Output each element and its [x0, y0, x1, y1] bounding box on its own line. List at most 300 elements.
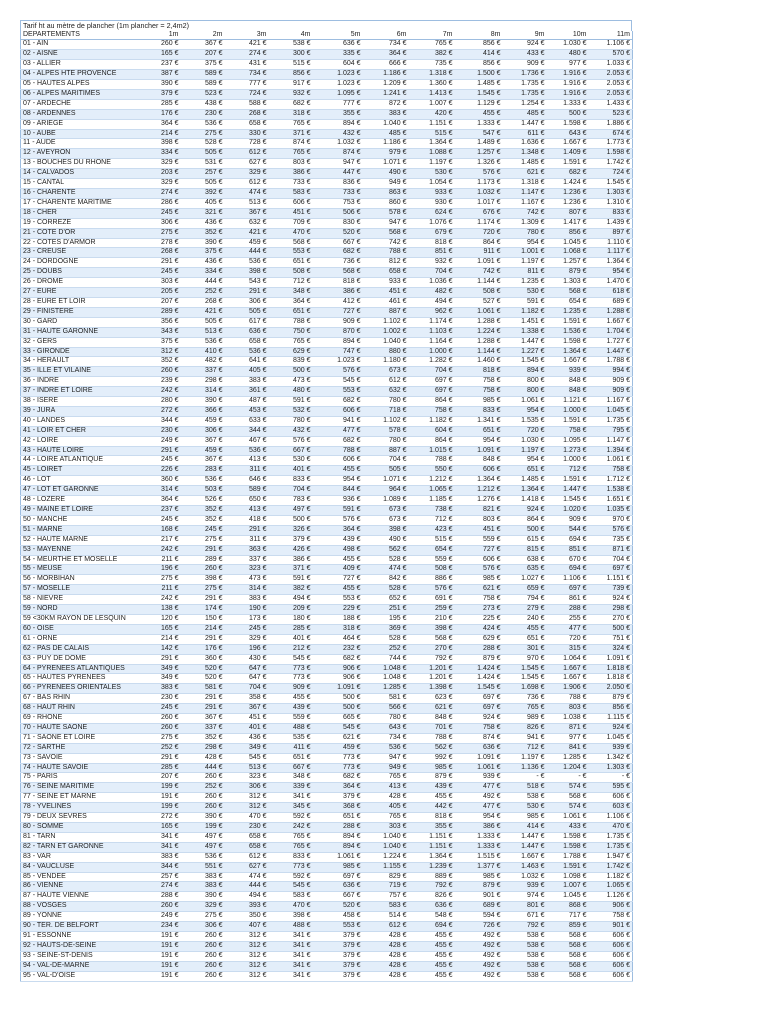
price-cell: 528 €: [363, 634, 409, 644]
price-cell: - €: [547, 773, 589, 783]
price-cell: 286 €: [141, 198, 181, 208]
price-cell: 1.045 €: [589, 406, 633, 416]
price-cell: 1.916 €: [547, 80, 589, 90]
price-cell: 611 €: [503, 129, 547, 139]
price-cell: 505 €: [181, 317, 225, 327]
price-cell: 650 €: [225, 496, 269, 506]
price-cell: 207 €: [141, 773, 181, 783]
price-cell: 500 €: [547, 109, 589, 119]
price-cell: 720 €: [503, 426, 547, 436]
price-cell: 1.000 €: [547, 456, 589, 466]
price-cell: 1.394 €: [589, 446, 633, 456]
price-cell: 947 €: [363, 218, 409, 228]
table-row: [21, 307, 633, 317]
price-cell: 954 €: [455, 436, 503, 446]
price-cell: 459 €: [313, 743, 363, 753]
table-row: [21, 565, 633, 575]
price-cell: 548 €: [409, 912, 455, 922]
price-cell: 870 €: [313, 327, 363, 337]
price-cell: 886 €: [409, 575, 455, 585]
price-cell: 535 €: [269, 733, 313, 743]
price-cell: 291 €: [225, 288, 269, 298]
table-row: [21, 743, 633, 753]
price-cell: 606 €: [589, 941, 633, 951]
price-cell: 1.201 €: [409, 664, 455, 674]
price-cell: 1.002 €: [363, 327, 409, 337]
price-cell: 909 €: [589, 387, 633, 397]
price-cell: 1.201 €: [409, 674, 455, 684]
price-cell: 651 €: [455, 426, 503, 436]
header-col-4m: 4m: [269, 31, 313, 40]
price-cell: 701 €: [409, 723, 455, 733]
price-cell: 252 €: [181, 783, 225, 793]
department-name: 41 - LOIR ET CHER: [21, 426, 141, 436]
price-cell: 455 €: [409, 793, 455, 803]
price-cell: 492 €: [455, 961, 503, 971]
price-cell: 414 €: [455, 50, 503, 60]
price-cell: 314 €: [181, 387, 225, 397]
price-cell: 939 €: [589, 743, 633, 753]
price-cell: 285 €: [141, 99, 181, 109]
price-cell: 1.007 €: [409, 99, 455, 109]
price-cell: 1.129 €: [455, 99, 503, 109]
price-cell: 538 €: [503, 951, 547, 961]
table-row: [21, 89, 633, 99]
price-cell: 861 €: [547, 595, 589, 605]
price-cell: 1.348 €: [503, 149, 547, 159]
table-row: [21, 555, 633, 565]
price-cell: 651 €: [269, 307, 313, 317]
price-cell: 1.364 €: [547, 347, 589, 357]
price-cell: 1.545 €: [547, 496, 589, 506]
price-cell: 636 €: [313, 882, 363, 892]
price-cell: 1.033 €: [589, 60, 633, 70]
price-cell: 1.303 €: [547, 278, 589, 288]
table-row: [21, 189, 633, 199]
price-cell: 1.273 €: [547, 446, 589, 456]
department-name: 73 - SAVOIE: [21, 753, 141, 763]
price-cell: 1.061 €: [503, 397, 547, 407]
price-cell: 694 €: [547, 565, 589, 575]
price-cell: 673 €: [363, 367, 409, 377]
table-row: [21, 674, 633, 684]
price-cell: 989 €: [503, 714, 547, 724]
price-cell: 379 €: [313, 931, 363, 941]
price-cell: 949 €: [363, 179, 409, 189]
price-cell: 1.735 €: [589, 416, 633, 426]
price-cell: 868 €: [547, 902, 589, 912]
price-cell: 897 €: [589, 228, 633, 238]
price-cell: 576 €: [269, 436, 313, 446]
price-cell: 379 €: [313, 971, 363, 981]
price-cell: 606 €: [589, 971, 633, 981]
price-cell: 617 €: [225, 317, 269, 327]
price-cell: 864 €: [409, 436, 455, 446]
price-cell: 1.235 €: [547, 307, 589, 317]
price-cell: 830 €: [313, 218, 363, 228]
price-cell: 523 €: [589, 109, 633, 119]
price-cell: 576 €: [313, 515, 363, 525]
price-cell: 536 €: [181, 119, 225, 129]
price-cell: 1.447 €: [503, 832, 547, 842]
price-cell: 595 €: [589, 783, 633, 793]
price-cell: 1.095 €: [547, 436, 589, 446]
price-cell: 413 €: [363, 783, 409, 793]
price-cell: 751 €: [589, 634, 633, 644]
price-cell: 245 €: [141, 515, 181, 525]
price-cell: 788 €: [409, 733, 455, 743]
price-cell: 667 €: [269, 763, 313, 773]
price-cell: 894 €: [503, 367, 547, 377]
department-name: 04 - ALPES HTE PROVENCE: [21, 70, 141, 80]
table-row: [21, 228, 633, 238]
price-cell: 1.418 €: [503, 496, 547, 506]
price-cell: 312 €: [141, 347, 181, 357]
price-cell: 490 €: [363, 169, 409, 179]
price-cell: 500 €: [589, 624, 633, 634]
price-cell: 1.886 €: [589, 119, 633, 129]
price-cell: 260 €: [181, 803, 225, 813]
price-cell: 1.667 €: [547, 664, 589, 674]
price-cell: 1.515 €: [455, 852, 503, 862]
price-cell: 444 €: [225, 882, 269, 892]
price-cell: 1.409 €: [547, 149, 589, 159]
price-cell: 242 €: [141, 545, 181, 555]
table-row: [21, 60, 633, 70]
price-cell: 428 €: [363, 971, 409, 981]
price-cell: 423 €: [409, 525, 455, 535]
price-cell: 1.333 €: [455, 842, 503, 852]
price-cell: 954 €: [503, 406, 547, 416]
price-cell: 735 €: [409, 60, 455, 70]
price-cell: 398 €: [269, 912, 313, 922]
price-cell: 773 €: [313, 753, 363, 763]
price-cell: 612 €: [225, 149, 269, 159]
price-cell: 505 €: [181, 149, 225, 159]
price-cell: 1.598 €: [547, 119, 589, 129]
price-cell: 428 €: [363, 931, 409, 941]
table-row: [21, 198, 633, 208]
price-cell: 874 €: [313, 149, 363, 159]
department-name: 81 - TARN: [21, 832, 141, 842]
price-cell: 939 €: [455, 773, 503, 783]
price-cell: 361 €: [225, 387, 269, 397]
price-cell: 364 €: [141, 496, 181, 506]
price-cell: 455 €: [409, 971, 455, 981]
price-cell: 207 €: [141, 297, 181, 307]
price-cell: 780 €: [269, 416, 313, 426]
price-cell: 242 €: [269, 823, 313, 833]
department-name: 05 - HAUTES ALPES: [21, 80, 141, 90]
price-cell: 214 €: [141, 634, 181, 644]
price-cell: 1.102 €: [363, 317, 409, 327]
price-cell: 803 €: [455, 515, 503, 525]
price-cell: 1.424 €: [547, 179, 589, 189]
price-cell: 848 €: [547, 377, 589, 387]
price-cell: 520 €: [181, 664, 225, 674]
price-cell: 291 €: [141, 654, 181, 664]
price-cell: 667 €: [269, 446, 313, 456]
price-cell: 207 €: [181, 50, 225, 60]
price-cell: 303 €: [141, 278, 181, 288]
price-cell: 736 €: [503, 694, 547, 704]
price-cell: 1.182 €: [409, 416, 455, 426]
price-cell: 1.591 €: [547, 317, 589, 327]
price-cell: 405 €: [225, 367, 269, 377]
price-cell: 379 €: [313, 951, 363, 961]
price-cell: 553 €: [269, 248, 313, 258]
price-cell: 773 €: [269, 664, 313, 674]
price-cell: 1.020 €: [547, 506, 589, 516]
price-cell: 994 €: [589, 367, 633, 377]
price-cell: 337 €: [181, 367, 225, 377]
price-cell: 704 €: [589, 555, 633, 565]
price-cell: 229 €: [313, 605, 363, 615]
department-name: 40 - LANDES: [21, 416, 141, 426]
price-cell: 947 €: [313, 159, 363, 169]
price-cell: 880 €: [363, 347, 409, 357]
price-cell: 1.338 €: [503, 327, 547, 337]
price-cell: 901 €: [455, 892, 503, 902]
price-cell: 612 €: [363, 377, 409, 387]
price-cell: 576 €: [589, 525, 633, 535]
price-cell: 941 €: [503, 733, 547, 743]
price-cell: 621 €: [503, 169, 547, 179]
price-cell: 1.036 €: [409, 278, 455, 288]
price-cell: 736 €: [313, 258, 363, 268]
price-cell: 545 €: [313, 723, 363, 733]
price-cell: 515 €: [409, 535, 455, 545]
price-cell: 398 €: [141, 139, 181, 149]
price-cell: 589 €: [181, 80, 225, 90]
header-col-5m: 5m: [313, 31, 363, 40]
price-cell: 1.712 €: [589, 476, 633, 486]
price-cell: 576 €: [455, 169, 503, 179]
price-cell: 474 €: [225, 189, 269, 199]
price-cell: 383 €: [141, 852, 181, 862]
price-cell: 566 €: [363, 704, 409, 714]
header-col-8m: 8m: [455, 31, 503, 40]
price-cell: 387 €: [141, 70, 181, 80]
price-cell: 252 €: [363, 644, 409, 654]
price-cell: 237 €: [141, 60, 181, 70]
department-name: 84 - VAUCLUSE: [21, 862, 141, 872]
price-cell: 470 €: [225, 813, 269, 823]
price-cell: 658 €: [225, 832, 269, 842]
price-cell: 794 €: [503, 595, 547, 605]
price-cell: 860 €: [363, 198, 409, 208]
price-cell: 528 €: [363, 585, 409, 595]
price-cell: 355 €: [313, 109, 363, 119]
price-cell: 739 €: [589, 585, 633, 595]
price-cell: 426 €: [269, 545, 313, 555]
price-cell: 833 €: [269, 476, 313, 486]
price-cell: 733 €: [269, 179, 313, 189]
header-col-9m: 9m: [503, 31, 547, 40]
price-cell: 1.545 €: [503, 674, 547, 684]
price-cell: 1.667 €: [589, 317, 633, 327]
price-cell: 1.032 €: [313, 139, 363, 149]
price-cell: 142 €: [141, 644, 181, 654]
price-cell: 636 €: [225, 327, 269, 337]
price-cell: 428 €: [181, 753, 225, 763]
price-cell: 488 €: [269, 723, 313, 733]
price-cell: 459 €: [181, 416, 225, 426]
price-cell: 589 €: [225, 486, 269, 496]
department-name: 60 - OISE: [21, 624, 141, 634]
price-cell: 242 €: [141, 387, 181, 397]
department-name: 36 - INDRE: [21, 377, 141, 387]
department-name: 74 - HAUTE SAVOIE: [21, 763, 141, 773]
price-cell: 199 €: [141, 783, 181, 793]
price-cell: 1.054 €: [409, 179, 455, 189]
price-cell: 339 €: [269, 783, 313, 793]
table-row: [21, 337, 633, 347]
price-cell: 275 €: [141, 575, 181, 585]
price-cell: 2.053 €: [589, 80, 633, 90]
price-cell: 508 €: [409, 565, 455, 575]
department-name: 01 - AIN: [21, 40, 141, 50]
price-cell: 312 €: [225, 971, 269, 981]
price-cell: 633 €: [225, 416, 269, 426]
price-cell: 583 €: [269, 892, 313, 902]
price-cell: 606 €: [589, 961, 633, 971]
price-sheet: [20, 20, 632, 982]
price-cell: 1.167 €: [589, 397, 633, 407]
price-cell: 765 €: [363, 773, 409, 783]
price-cell: 364 €: [313, 783, 363, 793]
price-cell: 538 €: [503, 931, 547, 941]
table-row: [21, 297, 633, 307]
price-cell: 1.212 €: [455, 486, 503, 496]
price-cell: 245 €: [141, 208, 181, 218]
price-cell: 933 €: [409, 189, 455, 199]
price-cell: 1.257 €: [547, 258, 589, 268]
price-cell: 621 €: [313, 733, 363, 743]
price-cell: 341 €: [269, 941, 313, 951]
price-cell: 532 €: [269, 406, 313, 416]
price-cell: 367 €: [181, 40, 225, 50]
price-cell: 550 €: [409, 466, 455, 476]
price-cell: 260 €: [181, 931, 225, 941]
price-cell: 856 €: [547, 228, 589, 238]
price-cell: 1.598 €: [547, 337, 589, 347]
price-cell: 1.364 €: [589, 258, 633, 268]
price-cell: 1.102 €: [363, 416, 409, 426]
price-cell: 679 €: [409, 228, 455, 238]
price-cell: 842 €: [363, 575, 409, 585]
price-cell: 257 €: [181, 169, 225, 179]
price-cell: 1.463 €: [503, 862, 547, 872]
price-cell: 800 €: [503, 377, 547, 387]
price-cell: 750 €: [269, 327, 313, 337]
price-cell: 1.288 €: [455, 317, 503, 327]
price-cell: 311 €: [225, 535, 269, 545]
department-name: 19 - CORREZE: [21, 218, 141, 228]
price-cell: 682 €: [547, 169, 589, 179]
price-cell: 190 €: [225, 605, 269, 615]
price-cell: 874 €: [269, 139, 313, 149]
price-cell: 689 €: [589, 297, 633, 307]
price-cell: 894 €: [313, 337, 363, 347]
price-cell: 718 €: [363, 406, 409, 416]
price-cell: 924 €: [503, 506, 547, 516]
price-cell: 538 €: [503, 793, 547, 803]
price-cell: 249 €: [141, 912, 181, 922]
price-cell: 742 €: [455, 268, 503, 278]
price-cell: 321 €: [181, 208, 225, 218]
price-cell: 562 €: [409, 743, 455, 753]
price-cell: 1.285 €: [547, 753, 589, 763]
price-cell: 314 €: [225, 585, 269, 595]
price-cell: 724 €: [589, 169, 633, 179]
price-cell: 348 €: [269, 773, 313, 783]
price-cell: 844 €: [313, 486, 363, 496]
price-cell: 979 €: [363, 149, 409, 159]
price-cell: 390 €: [181, 813, 225, 823]
table-row: [21, 80, 633, 90]
price-cell: 658 €: [225, 119, 269, 129]
table-row: [21, 723, 633, 733]
department-name: 48 - LOZERE: [21, 496, 141, 506]
price-cell: 270 €: [409, 644, 455, 654]
price-cell: 485 €: [363, 129, 409, 139]
department-name: 54 - MEURTHE ET MOSELLE: [21, 555, 141, 565]
price-cell: 214 €: [181, 624, 225, 634]
price-cell: 191 €: [141, 793, 181, 803]
price-cell: 964 €: [363, 486, 409, 496]
price-cell: 530 €: [503, 803, 547, 813]
price-cell: 833 €: [589, 208, 633, 218]
price-cell: 470 €: [589, 823, 633, 833]
price-cell: 812 €: [363, 258, 409, 268]
price-cell: 1.030 €: [503, 436, 547, 446]
price-cell: 673 €: [363, 506, 409, 516]
department-name: 94 - VAL-DE-MARNE: [21, 961, 141, 971]
price-cell: 1.030 €: [547, 40, 589, 50]
price-cell: 559 €: [409, 555, 455, 565]
price-cell: 455 €: [455, 109, 503, 119]
price-cell: 458 €: [313, 912, 363, 922]
price-cell: 497 €: [269, 506, 313, 516]
price-cell: 697 €: [409, 377, 455, 387]
price-cell: 583 €: [363, 902, 409, 912]
price-cell: 758 €: [589, 912, 633, 922]
department-name: 45 - LOIRET: [21, 466, 141, 476]
price-cell: 1.598 €: [547, 832, 589, 842]
price-cell: 1.045 €: [589, 733, 633, 743]
department-name: 57 - MOSELLE: [21, 585, 141, 595]
table-row: [21, 842, 633, 852]
table-row: [21, 624, 633, 634]
price-cell: 606 €: [313, 406, 363, 416]
price-cell: 401 €: [269, 466, 313, 476]
price-cell: 864 €: [409, 397, 455, 407]
price-cell: 720 €: [455, 228, 503, 238]
price-cell: 704 €: [409, 367, 455, 377]
price-cell: 559 €: [269, 714, 313, 724]
price-cell: 285 €: [269, 624, 313, 634]
price-cell: 379 €: [141, 89, 181, 99]
price-cell: 1.536 €: [547, 327, 589, 337]
price-cell: 367 €: [225, 208, 269, 218]
price-cell: 954 €: [589, 268, 633, 278]
price-cell: 274 €: [225, 50, 269, 60]
price-cell: 1.309 €: [503, 218, 547, 228]
price-cell: 1.000 €: [547, 406, 589, 416]
price-cell: 1.106 €: [547, 575, 589, 585]
price-cell: 1.224 €: [363, 852, 409, 862]
